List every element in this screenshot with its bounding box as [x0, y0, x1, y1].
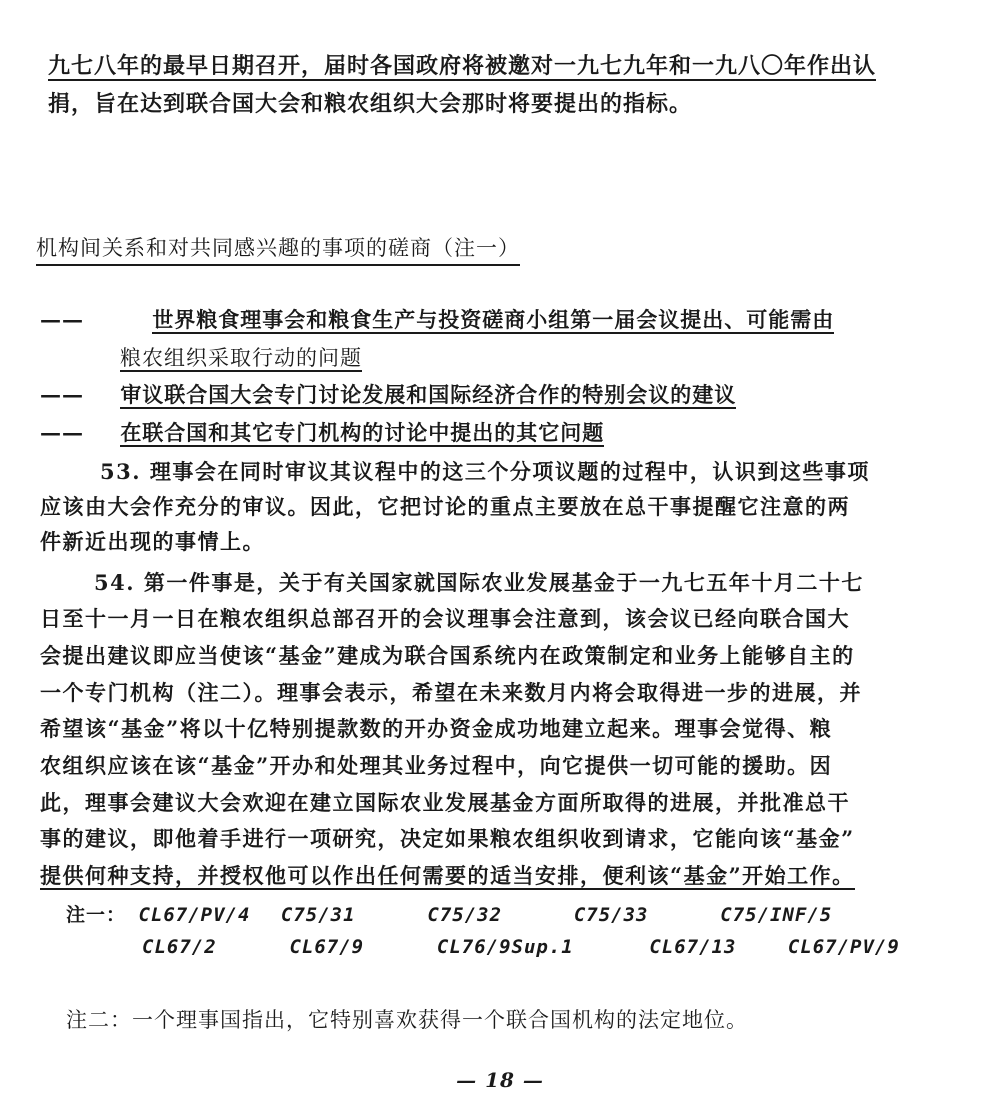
ref: C75/32: [427, 904, 503, 926]
note1-line-1: [66, 900, 832, 927]
intro-line-1-text: 九七八年的最早日期召开，届时各国政府将被邀对一九七九年和一九八〇年作出认: [48, 53, 877, 79]
ref: CL76/9Sup.1: [436, 936, 574, 958]
dash-marker: ——: [40, 420, 84, 445]
ref: CL67/PV/4: [138, 904, 251, 926]
para54-line-9-text: 提供何种支持，并授权他可以作出任何需要的适当安排，便利该“基金”开始工作。: [40, 863, 855, 888]
dash-marker: ——: [40, 382, 84, 407]
agenda-item-1: [40, 304, 834, 334]
agenda-item-3: [40, 417, 604, 447]
note1-label: 注一：: [66, 904, 127, 926]
section-heading: [36, 232, 520, 262]
para54-line-5: 希望该“基金”将以十亿特别提款数的开办资金成功地建立起来。理事会觉得、粮: [40, 716, 833, 741]
para53-line-2: 应该由大会作充分的审议。因此，它把讨论的重点主要放在总干事提醒它注意的两: [40, 494, 850, 519]
para54-line-9: [40, 860, 855, 890]
para53-line-3: 件新近出现的事情上。: [40, 529, 265, 554]
agenda-item-2: [40, 379, 736, 409]
agenda-item-3-text: 在联合国和其它专门机构的讨论中提出的其它问题: [120, 420, 605, 445]
agenda-item-1-text: 世界粮食理事会和粮食生产与投资磋商小组第一届会议提出、可能需由: [152, 307, 835, 332]
para54-line-6: 农组织应该在该“基金”开办和处理其业务过程中，向它提供一切可能的援助。因: [40, 753, 833, 778]
dash-marker: ——: [40, 307, 84, 332]
note2: 注二：一个理事国指出，它特别喜欢获得一个联合国机构的法定地位。: [66, 1008, 748, 1032]
page-number: — 18 —: [456, 1068, 544, 1092]
ref: CL67/2: [142, 936, 217, 958]
ref: C75/33: [573, 904, 649, 926]
intro-line-2: 捐，旨在达到联合国大会和粮农组织大会那时将要提出的指标。: [48, 91, 693, 117]
intro-line-1: [48, 48, 876, 84]
note1-line-2: [142, 936, 900, 958]
para54-line-3: 会提出建议即应当使该“基金”建成为联合国系统内在政策制定和业务上能够自主的: [40, 643, 855, 668]
para53-line-1: 53. 理事会在同时审议其议程中的这三个分项议题的过程中，认识到这些事项: [100, 459, 870, 484]
para54-line-1: 54. 第一件事是，关于有关国家就国际农业发展基金于一九七五年十月二十七: [94, 570, 864, 595]
ref: CL67/9: [289, 936, 365, 958]
ref: CL67/PV/9: [787, 936, 900, 958]
para54-line-8: 事的建议，即他着手进行一项研究，决定如果粮农组织收到请求，它能向该“基金”: [40, 826, 855, 851]
section-heading-text: 机构间关系和对共同感兴趣的事项的磋商（注一）: [36, 236, 520, 266]
para54-line-7: 此，理事会建议大会欢迎在建立国际农业发展基金方面所取得的进展，并批准总干: [40, 790, 850, 815]
agenda-item-2-text: 审议联合国大会专门讨论发展和国际经济合作的特别会议的建议: [120, 382, 737, 407]
para54-line-4: 一个专门机构（注二）。理事会表示，希望在未来数月内将会取得进一步的进展，并: [40, 680, 862, 705]
ref: C75/INF/5: [720, 904, 833, 926]
agenda-item-1-cont-text: 粮农组织采取行动的问题: [120, 346, 362, 370]
para54-line-2: 日至十一月一日在粮农组织总部召开的会议理事会注意到，该会议已经向联合国大: [40, 606, 850, 631]
ref: C75/31: [280, 904, 356, 926]
agenda-item-1-cont: [120, 342, 362, 372]
ref: CL67/13: [649, 936, 737, 958]
